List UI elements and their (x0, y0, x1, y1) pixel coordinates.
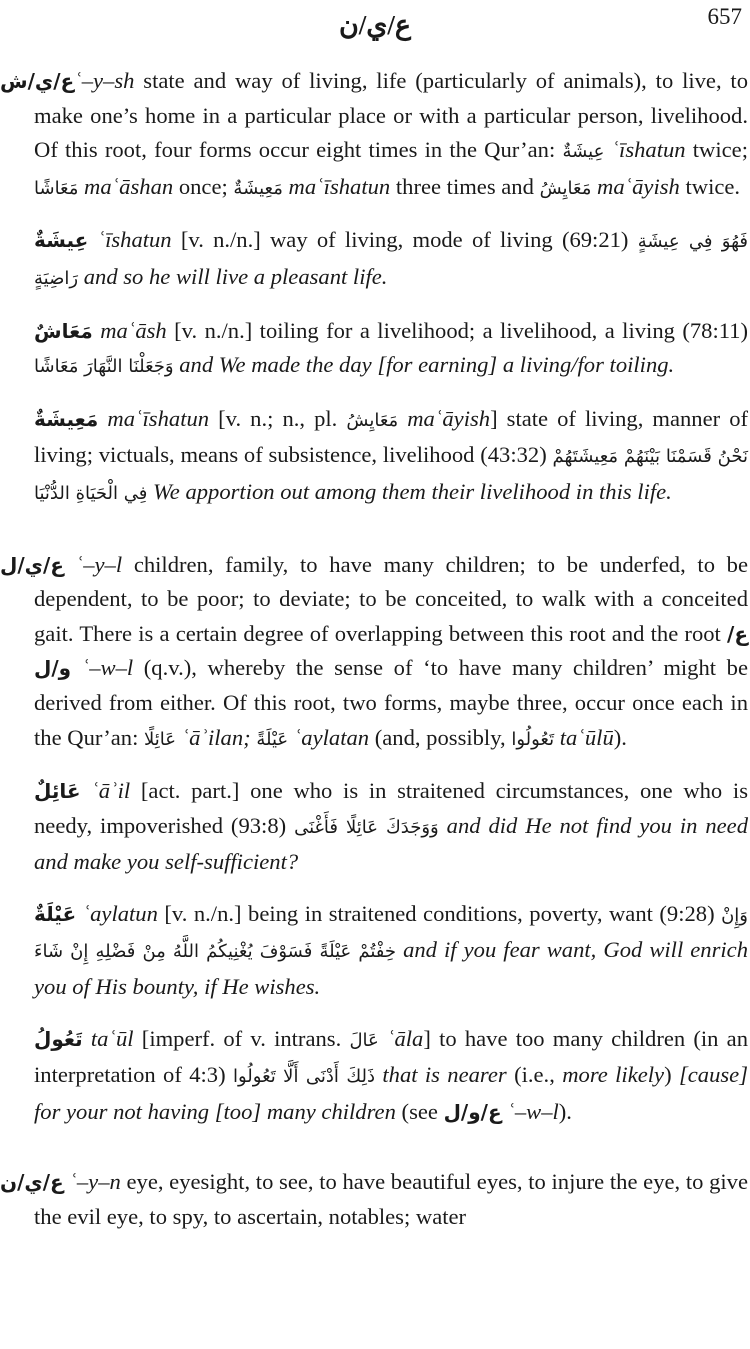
see-also-translit: ʿ–w–l (507, 1098, 559, 1124)
sub-definition: [v. n./n.] way of living, mode of living (69:21) (180, 227, 629, 253)
sub-entry-taul (0, 1022, 750, 1130)
sub-entry-maishatun (0, 402, 750, 512)
headword-arabic: عَائِلٌ (34, 779, 81, 804)
sub-definition: [v. n./n.] toiling for a livelihood; a livelihood, a living (78:11) (174, 317, 748, 343)
entry-gap (0, 529, 750, 548)
page-number: 657 (707, 4, 742, 29)
sub-definition: [v. n./n.] being in straitened conditions, poverty, want (9:28) (164, 900, 715, 926)
verb-translit: ʿāla (386, 1025, 424, 1051)
headword-arabic: مَعَاشٌ (34, 318, 93, 343)
form-translit: maʿāshan (84, 173, 174, 199)
quote-gloss: and did He not find you in need and make you self-sufficient? (34, 812, 749, 875)
headword-translit: ʿaylatun (82, 900, 158, 926)
form-arabic: عَيْلَةً (256, 728, 289, 750)
headword-translit: ʿīshatun (97, 227, 172, 253)
quote-gloss: and We made the day [for earning] a living/for toiling. (179, 352, 675, 378)
form-note: ). (613, 724, 627, 750)
root-definition: eye, eyesight, to see, to have beautiful eyes, to injure the eye, to give the evil eye, to spy, to ascertain, notables; water (34, 1169, 748, 1230)
headword-translit: ʿāʾil (91, 778, 131, 804)
quran-quote: وَجَعَلْنَا النَّهَارَ مَعَاشًا (34, 356, 174, 378)
see-also-arabic: ع/و/ل (443, 1099, 502, 1124)
gloss-paren: (i.e., (514, 1062, 555, 1088)
form-arabic: مَعَايِشُ (539, 177, 592, 199)
root-translit: ʿ–y–sh (74, 68, 135, 93)
cross-ref-translit: ʿ–w–l (81, 655, 134, 681)
entry-gap (0, 1146, 750, 1165)
root-entry-ayn-ya-lam (0, 548, 750, 758)
quran-quote: نَحْنُ قَسَمْنَا بَيْنَهُمْ مَعِيشَتَهُمْ فِي الْحَيَاةِ الدُّنْيَا (34, 446, 748, 504)
plural-arabic: مَعَايِشُ (346, 409, 399, 431)
page-header (0, 4, 750, 44)
form-count: three times and (395, 173, 534, 199)
quran-quote: وَإِنْ خِفْتُمْ عَيْلَةً فَسَوْفَ يُغْنِيكُمُ اللَّهُ مِنْ فَضْلِهِ إِنْ شَاءَ (34, 904, 748, 963)
quran-quote: ذَلِكَ أَدْنَى أَلَّا تَعُولُوا (232, 1066, 376, 1088)
quote-gloss: [cause] for your not having [too] many children (34, 1062, 748, 1124)
quote-gloss: and so he will live a pleasant life. (83, 263, 388, 289)
verb-arabic: عَالَ (349, 1029, 379, 1051)
form-translit: maʿāyish (597, 173, 680, 199)
cross-ref-arabic: ع/و/ل (34, 621, 748, 681)
sub-entry-maash (0, 314, 750, 385)
sub-entry-ail (0, 774, 750, 880)
form-translit: ʿāʾilan; (181, 724, 251, 750)
sub-entry-ishatun (0, 223, 750, 296)
headword-arabic: تَعُولُ (34, 1026, 83, 1051)
headword-translit: taʿūl (90, 1025, 134, 1051)
form-translit: ʿīshatun (611, 137, 686, 163)
root-arabic: ع/ي/ن (0, 1170, 64, 1195)
headword-arabic: عَيْلَةٌ (34, 901, 77, 926)
plural-translit: maʿāyish (407, 405, 491, 431)
form-arabic: مَعَاشًا (34, 177, 79, 199)
quote-gloss: more likely (562, 1062, 665, 1088)
form-arabic: عَائِلًا (144, 728, 176, 750)
sub-definition: [v. n.; n., pl. (218, 405, 338, 431)
gloss-paren: ) (664, 1062, 672, 1088)
root-translit: ʿ–y–n (69, 1169, 121, 1195)
form-arabic: مَعِيشَةٌ (233, 177, 283, 199)
sub-definition-cont: ] to have too many children (in an interpretation of 4:3) (34, 1025, 748, 1088)
headword-translit: maʿīshatun (107, 405, 210, 431)
form-note: (and, possibly, (374, 724, 506, 750)
sub-entry-aylatun (0, 897, 750, 1005)
root-translit: ʿ–y–l (75, 551, 123, 577)
root-arabic: ع/ي/ش (0, 69, 75, 93)
form-arabic: عِيشَةٌ (562, 141, 605, 163)
headword-arabic: عِيشَةٌ (34, 228, 89, 253)
root-entry-ayn-ya-shin (0, 64, 750, 206)
form-count: once; (178, 173, 228, 199)
root-definition: children, family, to have many children; to be underfed, to be dependent, to be poor; to deviate; to be conceited, to walk with a conceited gait. There is a certain degree of overlapping between this root and the root (34, 551, 749, 646)
sub-definition: [act. part.] one who is in straitened circumstances, one who is needy, impoverished (93:8) (34, 778, 749, 838)
quran-quote: وَوَجَدَكَ عَائِلًا فَأَغْنَى (294, 816, 439, 838)
form-translit: taʿūlū (559, 724, 614, 750)
quote-gloss: We apportion out among them their livelihood in this life. (153, 478, 672, 504)
root-entry-ayn-ya-nun (0, 1165, 750, 1234)
sub-definition: [imperf. of v. intrans. (141, 1025, 342, 1051)
headword-arabic: مَعِيشَةٌ (34, 406, 99, 431)
sub-definition-cont: ] state of living, manner of living; victuals, means of subsistence, livelihood (43:32) (34, 405, 749, 468)
quran-quote: فَهُوَ فِي عِيشَةٍ رَاضِيَةٍ (34, 231, 748, 289)
quote-gloss: that is nearer (382, 1062, 507, 1088)
root-arabic: ع/ي/ل (0, 552, 64, 577)
form-translit: ʿaylatan (293, 724, 370, 750)
quote-gloss: and if you fear want, God will enrich you of His bounty, if He wishes. (34, 937, 749, 1000)
form-translit: maʿīshatun (288, 173, 391, 199)
form-count: twice. (685, 173, 741, 199)
root-definition: state and way of living, life (particularly of animals), to live, to make one’s home in a particular place or with a particular person, livelihood. Of this root, four forms occur eight times in the Qur’an: (34, 68, 748, 163)
see-also: (see (401, 1098, 438, 1124)
running-head: ع/ي/ن (338, 10, 412, 40)
root-definition-cont: (q.v.), whereby the sense of ‘to have many children’ might be derived from either. Of this root, two forms, maybe three, occur once each in the Qur’an: (34, 655, 748, 750)
form-arabic: تَعُولُوا (511, 728, 555, 750)
headword-translit: maʿāsh (100, 317, 167, 343)
form-count: twice; (692, 137, 748, 163)
see-also-end: ). (558, 1098, 572, 1124)
page-content (0, 64, 750, 1252)
